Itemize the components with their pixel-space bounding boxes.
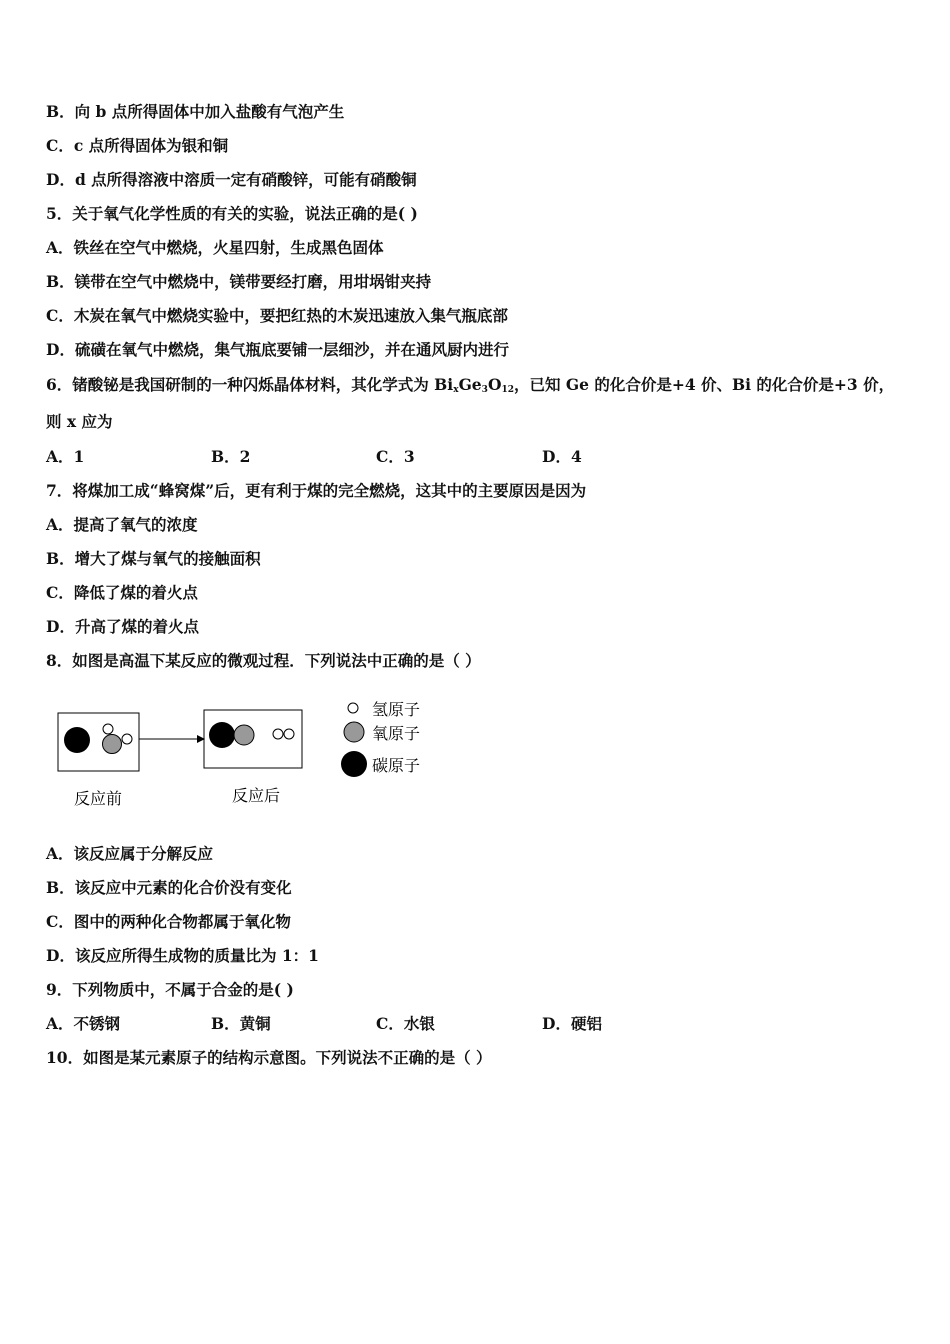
legend-hydrogen-label: 氢原子 [372, 700, 421, 719]
hydrogen-atom-before-2 [122, 734, 132, 744]
before-label: 反应前 [74, 789, 123, 808]
option-c-prev: C．c 点所得固体为银和铜 [46, 136, 229, 155]
carbon-atom-before [64, 727, 90, 753]
q5-option-c: C．木炭在氧气中燃烧实验中，要把红热的木炭迅速放入集气瓶底部 [46, 306, 508, 325]
after-label: 反应后 [232, 786, 281, 805]
question-9: 9．下列物质中，不属于合金的是( ) [46, 980, 294, 999]
q9-option-d: D．硬铝 [542, 1014, 602, 1033]
oxygen-atom-after [234, 725, 254, 745]
q7-option-a: A．提高了氧气的浓度 [46, 515, 198, 534]
question-10: 10．如图是某元素原子的结构示意图。下列说法不正确的是（ ） [46, 1048, 492, 1067]
hydrogen-atom-after-1 [273, 729, 283, 739]
hydrogen-atom-before-1 [103, 724, 113, 734]
option-b-prev: B．向 b 点所得固体中加入盐酸有气泡产生 [46, 102, 345, 121]
q7-option-b: B．增大了煤与氧气的接触面积 [46, 549, 261, 568]
carbon-atom-after [209, 722, 235, 748]
reaction-diagram [54, 696, 454, 816]
option-d-prev: D．d 点所得溶液中溶质一定有硝酸锌，可能有硝酸铜 [46, 170, 417, 189]
q8-option-c: C．图中的两种化合物都属于氧化物 [46, 912, 291, 931]
q6-option-a: A．1 [46, 447, 85, 466]
legend-hydrogen-icon [348, 703, 358, 713]
question-5: 5．关于氧气化学性质的有关的实验，说法正确的是( ) [46, 204, 418, 223]
q7-option-c: C．降低了煤的着火点 [46, 583, 198, 602]
q9-option-a: A．不锈钢 [46, 1014, 121, 1033]
legend-oxygen-label: 氧原子 [372, 724, 421, 743]
question-6-continued: 则 x 应为 [46, 412, 113, 431]
q6-option-c: C．3 [376, 447, 415, 466]
question-8: 8．如图是高温下某反应的微观过程．下列说法中正确的是（ ） [46, 651, 481, 670]
q8-option-a: A．该反应属于分解反应 [46, 844, 214, 863]
q5-option-d: D．硫磺在氧气中燃烧，集气瓶底要铺一层细沙，并在通风厨内进行 [46, 340, 509, 359]
legend-carbon-label: 碳原子 [372, 756, 421, 775]
hydrogen-atom-after-2 [284, 729, 294, 739]
question-7: 7．将煤加工成“蜂窝煤”后，更有利于煤的完全燃烧，这其中的主要原因是因为 [46, 481, 587, 500]
q6-option-b: B．2 [211, 447, 251, 466]
q8-option-b: B．该反应中元素的化合价没有变化 [46, 878, 292, 897]
legend-carbon-icon [341, 751, 367, 777]
q5-option-a: A．铁丝在空气中燃烧，火星四射，生成黑色固体 [46, 238, 384, 257]
oxygen-atom-before [103, 735, 122, 754]
q6-option-d: D．4 [542, 447, 582, 466]
q9-option-c: C．水银 [376, 1014, 435, 1033]
q5-option-b: B．镁带在空气中燃烧中，镁带要经打磨，用坩埚钳夹持 [46, 272, 432, 291]
question-6: 6．锗酸铋是我国研制的一种闪烁晶体材料，其化学式为 $Bi_xGe_3O_{12}$，已知 Ge 的化合价是+4 价、Bi 的化合价是+3 价， [46, 375, 895, 395]
q8-option-d: D．该反应所得生成物的质量比为 1：1 [46, 946, 319, 965]
q9-option-b: B．黄铜 [211, 1014, 271, 1033]
legend-oxygen-icon [344, 722, 364, 742]
q7-option-d: D．升高了煤的着火点 [46, 617, 199, 636]
